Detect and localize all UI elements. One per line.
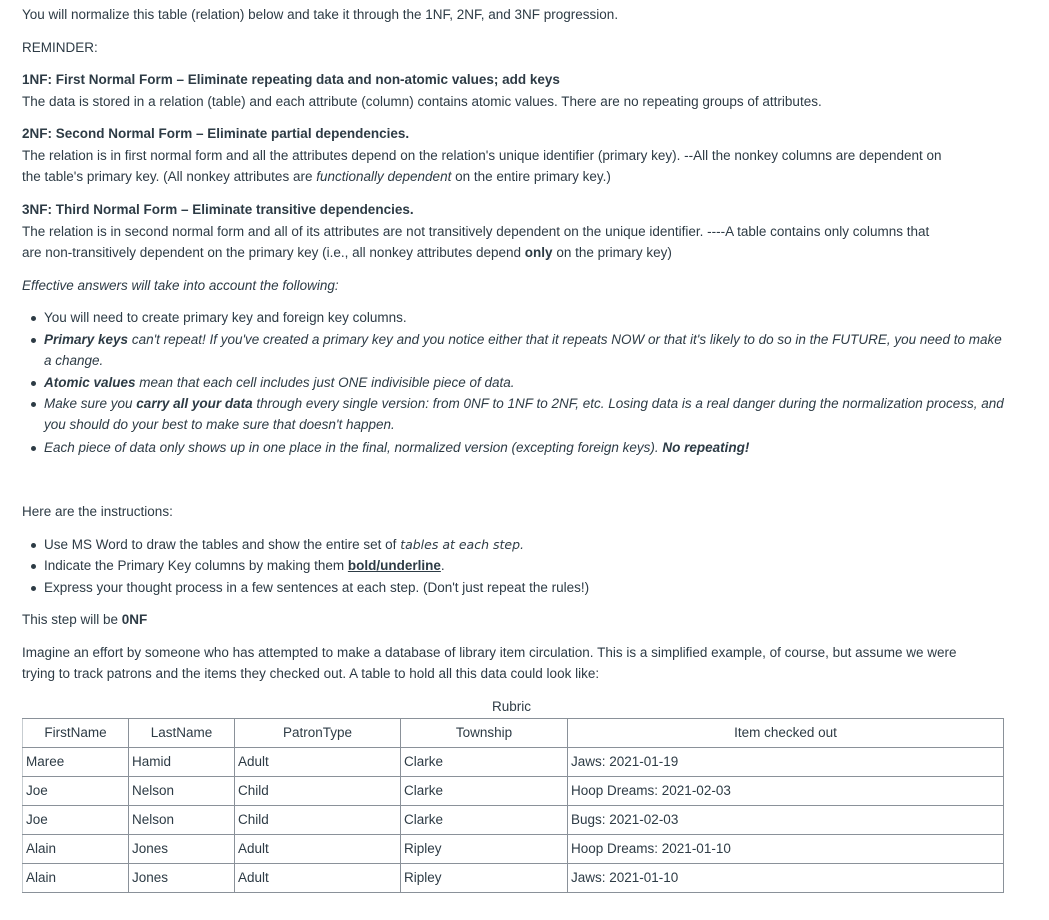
primary-keys-text: can't repeat! If you've created a primary key and you notice either that it repeats NOW or that it's likely to do so in the FUTURE, you need to make xyxy=(128,332,1002,347)
nf2-body-line2 xyxy=(22,168,611,186)
cell-patrontype: Adult xyxy=(235,864,401,893)
cell-firstname: Alain xyxy=(23,864,129,893)
bullet-dot xyxy=(31,316,36,321)
step-text: This step will be xyxy=(22,612,122,627)
cell-firstname: Alain xyxy=(23,835,129,864)
atomic-values-text: mean that each cell includes just ONE indivisible piece of data. xyxy=(135,375,515,390)
bullet-carry-data-cont: you should do your best to make sure that doesn't happen. xyxy=(44,417,395,432)
header-item-checked-out: Item checked out xyxy=(568,719,1004,748)
cell-lastname: Nelson xyxy=(129,806,235,835)
nf3-body-line2 xyxy=(22,244,672,262)
bullet-carry-data xyxy=(44,395,1004,413)
cell-patrontype: Child xyxy=(235,806,401,835)
bullet-dot xyxy=(31,586,36,591)
table-row xyxy=(23,864,1004,893)
nf3-body2a: are non-transitively dependent on the primary key (i.e., all nonkey attributes depend xyxy=(22,245,525,260)
nf3-body-line1: The relation is in second normal form and all of its attributes are not transitively dependent on the unique identifier. ----A table contains only columns that xyxy=(22,224,930,239)
bullet-dot xyxy=(31,446,36,451)
reminder-label: REMINDER: xyxy=(22,40,98,55)
nf3-emphasis: only xyxy=(524,245,553,260)
table-caption: Rubric xyxy=(492,699,532,714)
cell-item: Jaws: 2021-01-10 xyxy=(568,864,1004,893)
imagine-line2: trying to track patrons and the items they checked out. A table to hold all this data could look like: xyxy=(22,666,600,681)
step-label xyxy=(22,611,147,629)
header-township: Township xyxy=(401,719,568,748)
carry-data-c: through every single version: from 0NF to 1NF to 2NF, etc. Losing data is a real danger during the normalization process, and xyxy=(252,396,1004,411)
table-row xyxy=(23,806,1004,835)
no-repeating-text: Each piece of data only shows up in one place in the final, normalized version (excepting foreign keys). xyxy=(44,440,663,455)
nf3-body2c: on the primary key) xyxy=(552,245,672,260)
cell-lastname: Hamid xyxy=(129,748,235,777)
table-row xyxy=(23,748,1004,777)
cell-township: Ripley xyxy=(401,835,568,864)
cell-township: Ripley xyxy=(401,864,568,893)
bold-underline-text: bold/underline xyxy=(347,558,441,573)
cell-lastname: Jones xyxy=(129,835,235,864)
cell-township: Clarke xyxy=(401,748,568,777)
carry-data-term: carry all your data xyxy=(136,396,253,411)
cell-item: Hoop Dreams: 2021-02-03 xyxy=(568,777,1004,806)
primary-key-period: . xyxy=(440,558,445,573)
bullet-keys: You will need to create primary key and foreign key columns. xyxy=(44,310,407,325)
bullet-dot xyxy=(31,402,36,407)
intro-text: You will normalize this table (relation) below and take it through the 1NF, 2NF, and 3NF progression. xyxy=(22,7,619,22)
imagine-line1: Imagine an effort by someone who has attempted to make a database of library item circulation. This is a simplified example, of course, but assume we were xyxy=(22,645,957,660)
nf1-heading: 1NF: First Normal Form – Eliminate repeating data and non-atomic values; add keys xyxy=(22,72,560,87)
bullet-dot xyxy=(31,564,36,569)
cell-firstname: Maree xyxy=(23,748,129,777)
cell-township: Clarke xyxy=(401,806,568,835)
bullet-no-repeating xyxy=(44,439,749,457)
instruction-ms-word xyxy=(44,536,524,554)
cell-item: Hoop Dreams: 2021-01-10 xyxy=(568,835,1004,864)
cell-lastname: Nelson xyxy=(129,777,235,806)
bullet-dot xyxy=(31,543,36,548)
table-row xyxy=(23,835,1004,864)
nf3-heading: 3NF: Third Normal Form – Eliminate transitive dependencies. xyxy=(22,202,414,217)
cell-firstname: Joe xyxy=(23,806,129,835)
cell-patrontype: Adult xyxy=(235,748,401,777)
ms-word-emphasis: tables at each step. xyxy=(400,537,524,552)
nf2-body2a: the table's primary key. (All nonkey attributes are xyxy=(22,169,317,184)
bullet-primary-keys-cont: a change. xyxy=(44,353,104,368)
patron-table xyxy=(22,718,1004,893)
cell-township: Clarke xyxy=(401,777,568,806)
carry-data-a: Make sure you xyxy=(44,396,137,411)
header-patrontype: PatronType xyxy=(235,719,401,748)
bullet-atomic-values xyxy=(44,374,515,392)
effective-answers-label: Effective answers will take into account the following: xyxy=(22,278,339,293)
nf1-body: The data is stored in a relation (table) and each attribute (column) contains atomic values. There are no repeating groups of attributes. xyxy=(22,94,822,109)
primary-key-text: Indicate the Primary Key columns by making them xyxy=(44,558,348,573)
header-firstname: FirstName xyxy=(23,719,129,748)
cell-patrontype: Adult xyxy=(235,835,401,864)
primary-keys-term: Primary keys xyxy=(44,332,129,347)
header-lastname: LastName xyxy=(129,719,235,748)
nf2-emphasis: functionally dependent xyxy=(316,169,452,184)
table-header-row xyxy=(23,719,1004,748)
no-repeating-term: No repeating! xyxy=(662,440,750,455)
bullet-dot xyxy=(31,381,36,386)
cell-lastname: Jones xyxy=(129,864,235,893)
nf2-body2c: on the entire primary key.) xyxy=(451,169,611,184)
nf2-heading: 2NF: Second Normal Form – Eliminate partial dependencies. xyxy=(22,126,410,141)
ms-word-text: Use MS Word to draw the tables and show the entire set of xyxy=(44,537,401,552)
cell-item: Jaws: 2021-01-19 xyxy=(568,748,1004,777)
bullet-primary-keys xyxy=(44,331,1002,349)
cell-patrontype: Child xyxy=(235,777,401,806)
bullet-dot xyxy=(31,338,36,343)
nf2-body-line1: The relation is in first normal form and all the attributes depend on the relation's unique identifier (primary key). --All the nonkey columns are dependent on xyxy=(22,148,942,163)
instruction-thought-process: Express your thought process in a few sentences at each step. (Don't just repeat the rules!) xyxy=(44,580,590,595)
table-row xyxy=(23,777,1004,806)
cell-item: Bugs: 2021-02-03 xyxy=(568,806,1004,835)
instruction-primary-key xyxy=(44,557,445,575)
instructions-title: Here are the instructions: xyxy=(22,504,173,519)
step-value: 0NF xyxy=(121,612,148,627)
atomic-values-term: Atomic values xyxy=(44,375,136,390)
cell-firstname: Joe xyxy=(23,777,129,806)
